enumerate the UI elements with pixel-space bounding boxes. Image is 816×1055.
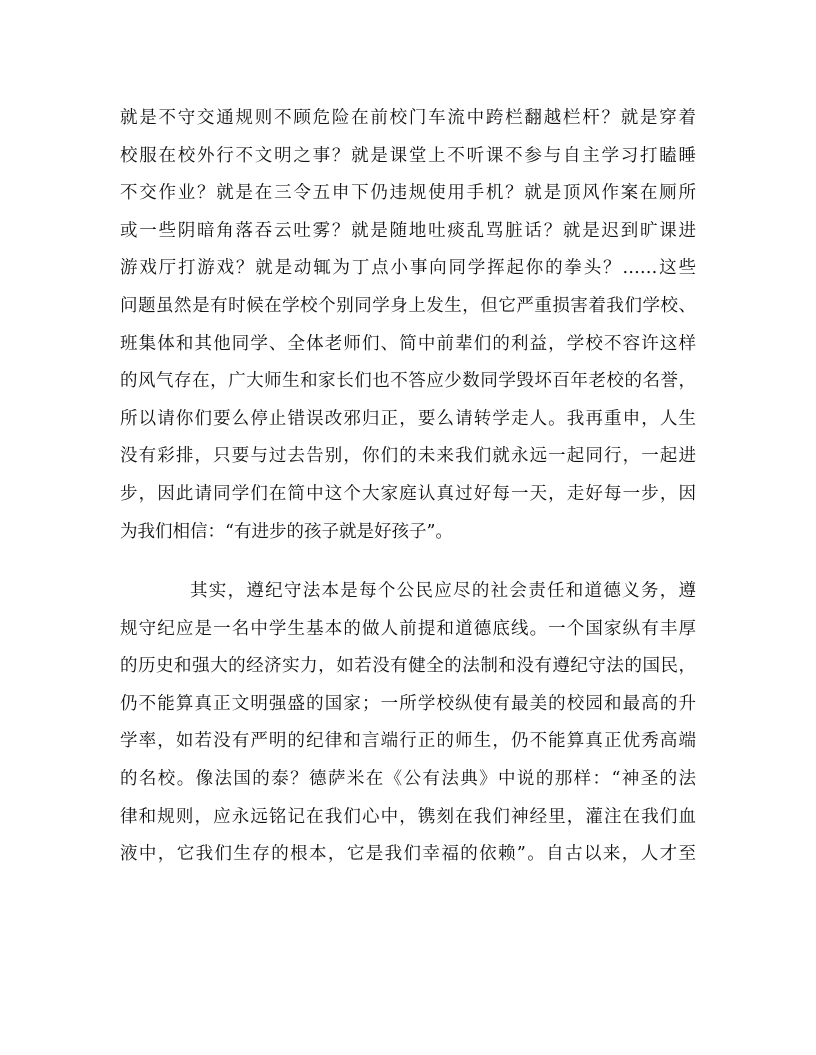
text-line: 为我们相信：“有进步的孩子就是好孩子”。	[120, 521, 453, 542]
text-line: 的风气存在，广大师生和家长们也不答应少数同学毁坏百年老校的名誉，	[120, 371, 696, 392]
text-line-indented: 其实，遵纪守法本是每个公民应尽的社会责任和道德义务，遵	[190, 581, 696, 601]
text-line: 或一些阴暗角落吞云吐雾？就是随地吐痰乱骂脏话？就是迟到旷课进	[120, 220, 696, 241]
text-line: 的名校。像法国的泰？德萨米在《公有法典》中说的那样：“神圣的法	[120, 768, 696, 789]
text-line: 仍不能算真正文明强盛的国家；一所学校纵使有最美的校园和最高的升	[120, 693, 696, 714]
text-line: 就是不守交通规则不顾危险在前校门车流中跨栏翻越栏杆？就是穿着	[120, 108, 696, 128]
text-line: 班集体和其他同学、全体老师们、简中前辈们的利益，学校不容许这样	[120, 333, 696, 354]
text-line: 的历史和强大的经济实力，如若没有健全的法制和没有遵纪守法的国民，	[120, 656, 696, 677]
text-line: 校服在校外行不文明之事？就是课堂上不听课不参与自主学习打瞌睡	[120, 145, 696, 166]
text-line: 游戏厅打游戏？就是动辄为丁点小事向同学挥起你的拳头？……这些	[120, 258, 696, 279]
paragraph-2	[120, 573, 696, 874]
text-line: 规守纪应是一名中学生基本的做人前提和道德底线。一个国家纵有丰厚	[120, 618, 696, 639]
text-line: 液中，它我们生存的根本，它是我们幸福的依赖”。自古以来，人才至	[120, 844, 696, 865]
text-line: 律和规则，应永远铭记在我们心中，镌刻在我们神经里，灌注在我们血	[120, 806, 696, 827]
text-line: 问题虽然是有时候在学校个别同学身上发生，但它严重损害着我们学校、	[120, 295, 696, 316]
text-line: 步，因此请同学们在简中这个大家庭认真过好每一天，走好每一步，因	[120, 483, 696, 504]
text-line: 学率，如若没有严明的纪律和言端行正的师生，仍不能算真正优秀高端	[120, 731, 696, 752]
text-line: 没有彩排，只要与过去告别，你们的未来我们就永远一起同行，一起进	[120, 446, 696, 467]
text-line: 所以请你们要么停止错误改邪归正，要么请转学走人。我再重申，人生	[120, 408, 696, 429]
text-line: 不交作业？就是在三令五申下仍违规使用手机？就是顶风作案在厕所	[120, 183, 696, 204]
paragraph-1	[120, 100, 696, 551]
